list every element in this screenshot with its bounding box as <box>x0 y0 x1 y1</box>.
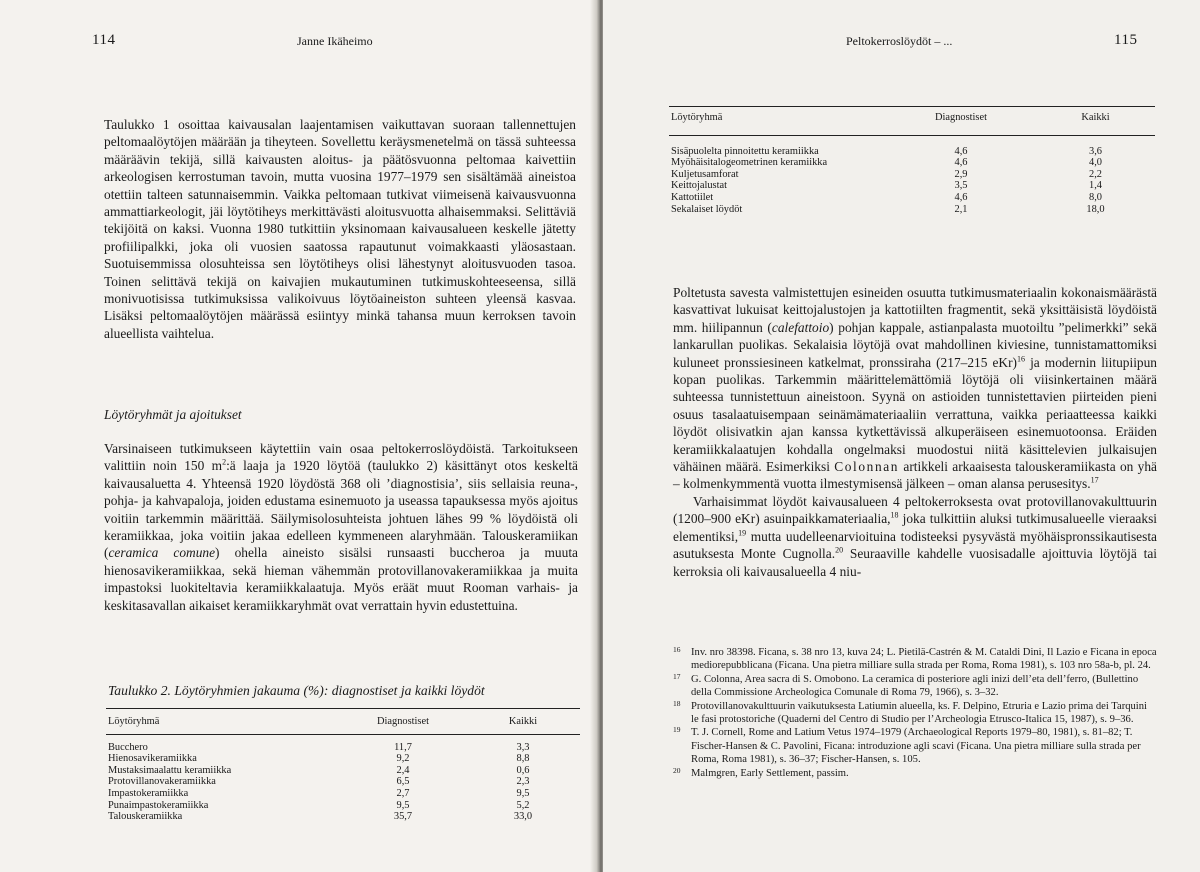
text-run: Varhaisimmat löydöt kaivausalueen 4 peltokerroksesta ovat protovillanovakulttuurin (1200–900 eKr) asuinpaikkamateriaalia, <box>673 493 1157 527</box>
footnote-text: Inv. nro 38398. Ficana, s. 38 nro 13, kuva 24; L. Pietilä-Castrén & M. Cataldi Dini, Il Lazio e Ficana in epoca mediorepubblicana (Ficana. Una pietra milliare sulla strada per Roma, Roma 1981), s. 103 nro 58a-b, pl. 24. <box>691 647 1157 672</box>
table-row <box>671 204 1155 216</box>
paragraph-text <box>673 493 1157 580</box>
footnote-number: 20 <box>673 765 681 775</box>
row-label-cell: Kattotiilet <box>671 191 714 203</box>
footnote-ref: 16 <box>1017 354 1026 364</box>
value-cell: 2,9 <box>954 168 968 180</box>
footnote <box>673 726 1157 766</box>
column-header: Kaikki <box>1081 112 1110 123</box>
table-row <box>671 157 1155 169</box>
table-row <box>108 811 578 823</box>
value-cell: 4,0 <box>1089 157 1102 169</box>
column-header: Löytöryhmä <box>108 716 160 727</box>
value-cell: 4,6 <box>954 145 968 157</box>
text-run: Seuraaville kahdelle vuosisadalle ajoittuvia löytöjä tai kerroksia oli kaivausalueella 4 niu- <box>673 546 1157 579</box>
text-run: ) pohjan kappale, astianpalasta muotoiltu ”pelimerkki” sekä lankarullan puolikas. Sekalaisia löytöjä ovat mahdollinen kiviesine, tunnistamattomiksi kuluneet pronssiesineen katkelmat, pronssiraha (217–215 eKr) <box>673 319 1157 370</box>
text-run: Varsinaiseen tutkimukseen käytettiin vain osaa peltokerroslöydöistä. Tarkoitukseen valittiin noin 150 m <box>104 441 578 474</box>
value-cell: 8,8 <box>516 753 530 765</box>
section-heading: Löytöryhmät ja ajoitukset <box>104 407 242 422</box>
row-label-cell: Protovillanovakeramiikka <box>108 776 216 788</box>
data-table <box>108 716 578 823</box>
text-run: :ä laaja ja 1920 löytöä (taulukko 2) käsittänyt otos keskeltä kaivausaluetta 4. Yhteensä 1920 löydöstä 368 oli ’diagnostisia’, siis sellaisia reuna-, pohja- ja kahvapaloja, joiden edustama esinemuoto ja useassa tapauksessa myös ajoitus voitiin tarkemmin määrittää. Säilymisolosuhteista johtuen lähes 99 % löydöistä oli keramiikkaa, joka voitiin jakaa edelleen kymmeneen alaryhmään. Talouskeramiikan ( <box>104 458 578 561</box>
column-header: Diagnostiset <box>935 112 987 123</box>
value-cell: 33,0 <box>513 811 533 823</box>
column-header: Diagnostiset <box>377 716 429 727</box>
footnote-text: T. J. Cornell, Rome and Latium Vetus 1974–1979 (Archaeological Reports 1979–80, 1981), s. 81–82; T. Fischer-Hansen & C. Pavolini, Ficana: introduzione agli scavi (Ficana. Una pietra milliare sulla strada per Roma, Roma 1981), s. 36–37; Fischer-Hansen, s. 105. <box>691 727 1141 766</box>
footnote-number: 17 <box>673 671 681 681</box>
value-cell: 5,2 <box>516 799 530 811</box>
page-number: 114 <box>92 32 116 48</box>
value-cell: 3,5 <box>954 180 968 192</box>
paragraph <box>104 440 578 614</box>
table-row <box>671 146 1155 158</box>
right-page <box>603 0 1200 872</box>
running-head: Janne Ikäheimo <box>297 34 373 48</box>
value-cell: 4,6 <box>954 157 968 169</box>
text-run: ) ohella aineisto sisälsi runsaasti buccheroa ja muuta hienosavikeramiikkaa, sekä hieman vähemmän protovillanovakeramiikkaa ja muita impastoksi luokiteltavia keramiikkalaatuja. Myös eräät muut Rooman varhais- ja keskitasavallan aikaiset keramiikkaryhmät ovat verrattain hyvin edustettuina. <box>104 545 578 613</box>
table-row <box>108 742 578 754</box>
text-run: ja modernin liitupiipun kopan puolikas. Tarkemmin määrittelemättömiä löytöjä oli viisinkertainen määrä suhteessa tunnistettuun aineistoon. Syynä on astioiden tunnistettavien piirteiden pieni osuus tasalaatuisempaan seinämämateriaaliin verrattuna, vaikka periaatteessa kaikki löydöt olisivatkin ajan kanssa kytkettävissä alkuperäiseen esinemuotoonsa. Eräiden keramiikkalaatujen kohdalla ongelmaksi muodostui niitä käsittelevien julkaisujen vähäinen määrä. Esimerkiksi <box>673 354 1157 475</box>
column-header: Kaikki <box>508 716 538 727</box>
footnote-ref: 18 <box>890 510 899 520</box>
value-cell: 3,6 <box>1089 145 1102 157</box>
value-cell: 2,1 <box>954 203 968 215</box>
value-cell: 35,7 <box>393 811 413 823</box>
value-cell: 2,2 <box>1089 168 1102 180</box>
footnotes <box>673 646 1157 780</box>
table-row <box>671 180 1155 192</box>
footnote-number: 19 <box>673 725 681 735</box>
value-cell: 6,5 <box>396 776 410 788</box>
value-cell: 4,6 <box>954 191 968 203</box>
superscript: 2 <box>222 457 227 467</box>
paragraph-text <box>104 440 578 614</box>
footnote-number: 16 <box>673 645 681 654</box>
table-header-rule <box>106 734 580 735</box>
footnote-text: Malmgren, Early Settlement, passim. <box>691 767 849 779</box>
page-number: 115 <box>1114 32 1138 48</box>
value-cell: 2,3 <box>516 776 530 788</box>
value-cell: 9,2 <box>396 753 410 765</box>
footnote-ref: 17 <box>1090 476 1099 485</box>
table-header-row <box>671 112 1155 124</box>
value-cell: 2,7 <box>396 787 410 799</box>
footnote <box>673 646 1157 673</box>
value-cell: 8,0 <box>1089 191 1102 203</box>
table-top-rule <box>669 106 1155 107</box>
row-label-cell: Mustaksimaalattu keramiikka <box>108 764 232 776</box>
value-cell: 9,5 <box>516 787 530 799</box>
footnote-ref: 19 <box>738 528 747 538</box>
paragraph <box>673 284 1157 580</box>
footnote <box>673 673 1157 700</box>
left-page <box>0 0 598 872</box>
column-header: Löytöryhmä <box>671 112 723 123</box>
table-row <box>108 788 578 800</box>
row-label-cell: Myöhäisitalogeometrinen keramiikka <box>671 157 828 169</box>
table-row <box>671 192 1155 204</box>
value-cell: 2,4 <box>396 764 410 776</box>
table-row <box>108 800 578 812</box>
table-caption: Taulukko 2. Löytöryhmien jakauma (%): diagnostiset ja kaikki löydöt <box>108 683 485 698</box>
table-row <box>108 765 578 777</box>
paragraph-text: Taulukko 1 osoittaa kaivausalan laajentamisen vaikuttavan suoraan tallennettujen peltomaalöytöjen määrään ja tiheyteen. Sovellettu keräysmenetelmä on tässä suhteessa määräävin tekijä, sillä kaivausten aloitus- ja päätösvuonna peltomaa kaivettiin arkeologisen kerrostuman tavoin, mutta vuosina 1977–1979 sen sisältämää aineistoa otettiin talteen satunnaisemmin. Vaikka peltomaan tutkivat viimeisenä kaivausvuonna ammattiarkeologit, jäi löytötiheys merkittävästi aloitusvuotta alhaisemmaksi. Selittäviä tekijöitä on kaksi. Vuonna 1980 tutkittiin yksinomaan kaivausalueen keskelle jätetty profiilipalkki, joka oli vuosien saatossa rapautunut voimakkaasti yläosastaan. Suotuisemmissa olosuhteissa sen löytötiheys olisi lähestynyt aloitusvuoden tasoa. Toinen selittävä tekijä on kaivajien mukautuminen tutkimuskohteeseensa, sillä monivuotisissa tutkimuksissa valikoivuus löytöaineiston suhteen yleensä kasvaa. Lisäksi peltomaalöytöjen määrässä esiintyy minkä tahansa muun kerroksen tavoin alueellista vaihtelua. <box>104 117 576 341</box>
text-run: artikkeli arkaaisesta talouskeramiikasta on yhä – kolmenkymmentä vuotta ilmestymisensä jälkeen – oman alansa perusesitys. <box>673 459 1157 492</box>
paragraph-text <box>673 284 1157 493</box>
table-row <box>108 753 578 765</box>
value-cell: 0,6 <box>516 764 530 776</box>
row-label-cell: Sekalaiset löydöt <box>671 203 743 215</box>
row-label-cell: Keittojalustat <box>671 180 727 192</box>
running-head: Peltokerroslöydöt – ... <box>846 34 953 48</box>
footnote-ref: 20 <box>835 545 844 555</box>
row-label-cell: Hienosavikeramiikka <box>108 753 197 765</box>
row-label-cell: Punaimpastokeramiikka <box>108 799 209 811</box>
paragraph <box>104 116 576 342</box>
footnote <box>673 700 1157 727</box>
row-label-cell: Kuljetusamforat <box>671 168 739 180</box>
table-row <box>671 169 1155 181</box>
table-header-row <box>108 716 578 728</box>
value-cell: 9,5 <box>396 799 410 811</box>
row-label-cell: Talouskeramiikka <box>108 811 183 823</box>
value-cell: 18,0 <box>1086 203 1105 215</box>
row-label-cell: Impastokeramiikka <box>108 787 189 799</box>
table-header-rule <box>669 135 1155 136</box>
text-run: joka tulkittiin aluksi tutkimusalueelle vieraaksi elementiksi, <box>673 511 1158 544</box>
table-row <box>108 776 578 788</box>
italic-term: ceramica comune <box>108 545 216 561</box>
spaced-name: Colonnan <box>834 459 900 475</box>
row-label-cell: Bucchero <box>108 741 148 753</box>
footnote-text: G. Colonna, Area sacra di S. Omobono. La ceramica di posteriore agli inizi dell’eta dell’ferro, (Bullettino della Commissione Archeologica Comunale di Roma 79, 1966), s. 3–32. <box>691 673 1139 699</box>
footnote-number: 18 <box>673 698 681 708</box>
value-cell: 1,4 <box>1089 180 1102 192</box>
italic-term: calefattoio <box>771 319 830 335</box>
footnote-text: Protovillanovakulttuurin vaikutuksesta Latiumin alueella, ks. F. Delpino, Etruria e Lazio prima dei Tarquini le fasi protostoriche (Quaderni del Centro di Studio per l’Archeologia Etrusco-Italica 15, 1987), s. 9–36. <box>691 700 1147 726</box>
data-table <box>671 112 1155 215</box>
footnote <box>673 767 1157 780</box>
text-run: mutta uudelleenarvioituina todisteeksi pysyvästä myöhäispronssikautisesta asutuksesta Monte Cugnolla. <box>673 528 1157 562</box>
value-cell: 3,3 <box>516 741 530 753</box>
table-top-rule <box>106 708 580 709</box>
text-run: Poltetusta savesta valmistettujen esineiden osuutta tutkimusmateriaalin kokonaismäärästä kasvattivat lukuisat keittojalustojen ja kattotiilten fragmentit, sekä yksittäisistä löydöistä mm. hiilipannun ( <box>673 285 1157 335</box>
row-label-cell: Sisäpuolelta pinnoitettu keramiikka <box>671 145 819 157</box>
value-cell: 11,7 <box>394 741 412 753</box>
